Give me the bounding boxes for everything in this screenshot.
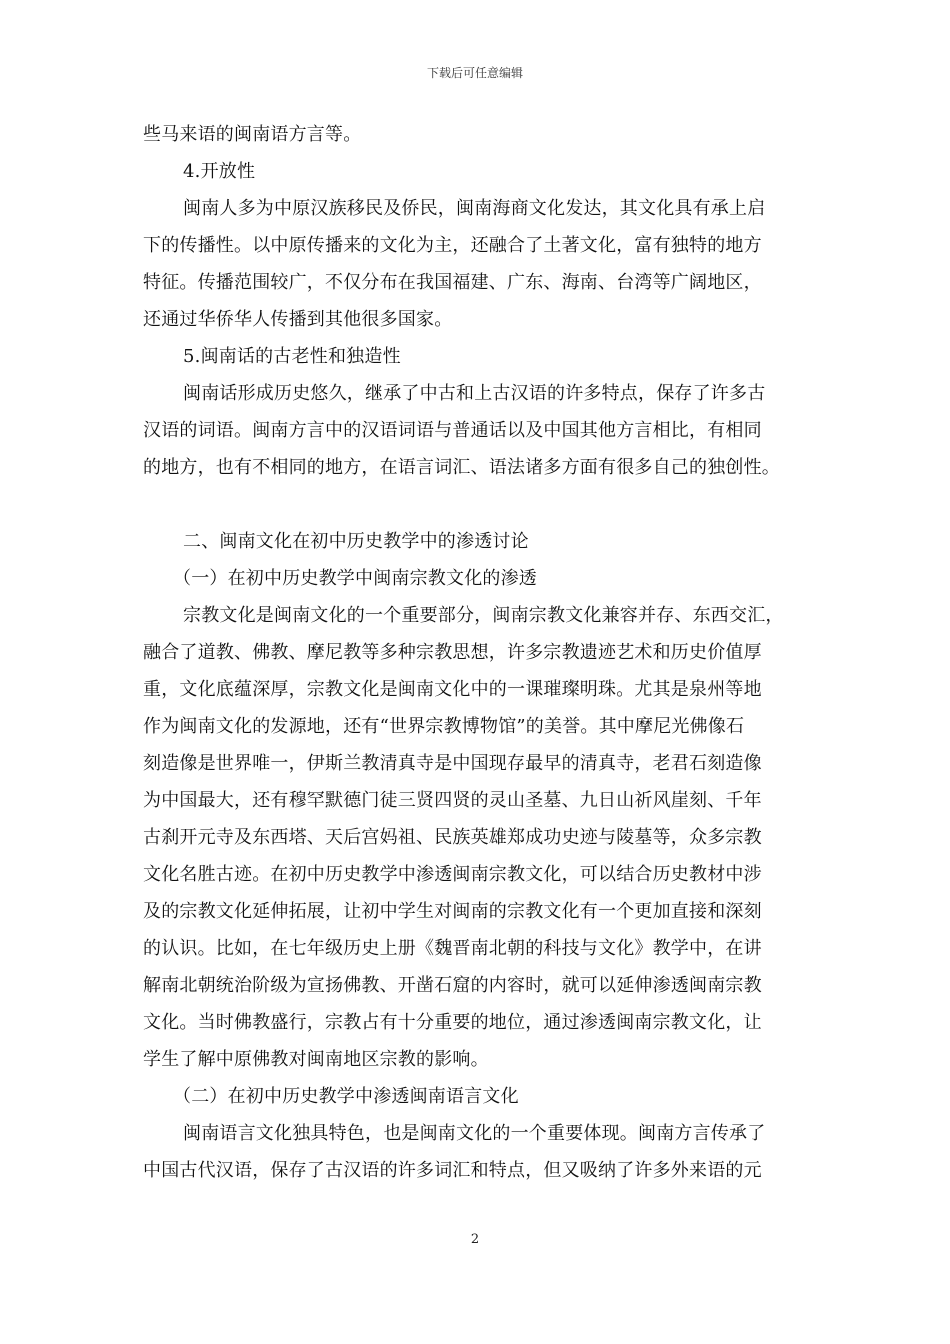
paragraph-line: 闽南语言文化独具特色，也是闽南文化的一个重要体现。闽南方言传承了 [183,1123,766,1144]
paragraph-line: 中国古代汉语，保存了古汉语的许多词汇和特点，但又吸纳了许多外来语的元 [143,1160,762,1181]
paragraph-line: 学生了解中原佛教对闽南地区宗教的影响。 [143,1049,489,1070]
paragraph-line: 下的传播性。以中原传播来的文化为主，还融合了土著文化，富有独特的地方 [143,235,762,256]
paragraph-line: 汉语的词语。闽南方言中的汉语词语与普通话以及中国其他方言相比，有相同 [143,420,762,441]
paragraph-line: 闽南话形成历史悠久，继承了中古和上古汉语的许多特点，保存了许多古 [183,383,766,404]
paragraph-line: 融合了道教、佛教、摩尼教等多种宗教思想，许多宗教遗迹艺术和历史价值厚 [143,642,762,663]
paragraph-line: 文化。当时佛教盛行，宗教占有十分重要的地位，通过渗透闽南宗教文化，让 [143,1012,762,1033]
paragraph-line: 的认识。比如，在七年级历史上册《魏晋南北朝的科技与文化》教学中，在讲 [143,938,762,959]
paragraph-line: 宗教文化是闽南文化的一个重要部分，闽南宗教文化兼容并存、东西交汇， [183,605,784,626]
paragraph-line: 特征。传播范围较广，不仅分布在我国福建、广东、海南、台湾等广阔地区， [143,272,762,293]
paragraph-line: 古刹开元寺及东西塔、天后宫妈祖、民族英雄郑成功史迹与陵墓等，众多宗教 [143,827,762,848]
paragraph-line: 作为闽南文化的发源地，还有“世界宗教博物馆”的美誉。其中摩尼光佛像石 [143,716,745,737]
chapter-heading: 二、闽南文化在初中历史教学中的渗透讨论 [183,531,529,552]
paragraph-gap [143,486,815,523]
paragraph-line: 文化名胜古迹。在初中历史教学中渗透闽南宗教文化，可以结合历史教材中涉 [143,864,762,885]
paragraph-line: 解南北朝统治阶级为宣扬佛教、开凿石窟的内容时，就可以延伸渗透闽南宗教 [143,975,762,996]
section-heading-antiquity: 5.闽南话的古老性和独造性 [183,346,401,367]
subsection-heading-language: （二）在初中历史教学中渗透闽南语言文化 [173,1086,519,1107]
paragraph-line: 些马来语的闽南语方言等。 [143,124,362,145]
page-header: 下载后可任意编辑 [426,66,523,80]
paragraph-line: 的地方，也有不相同的地方，在语言词汇、语法诸多方面有很多自己的独创性。 [143,457,780,478]
page-number: 2 [470,1232,480,1247]
document-body [143,116,815,1189]
section-heading-openness: 4.开放性 [183,161,256,182]
paragraph-line: 为中国最大，还有穆罕默德门徒三贤四贤的灵山圣墓、九日山祈风崖刻、千年 [143,790,762,811]
paragraph-line: 及的宗教文化延伸拓展，让初中学生对闽南的宗教文化有一个更加直接和深刻 [143,901,762,922]
paragraph-line: 重，文化底蕴深厚，宗教文化是闽南文化中的一课璀璨明珠。尤其是泉州等地 [143,679,762,700]
paragraph-line: 闽南人多为中原汉族移民及侨民，闽南海商文化发达，其文化具有承上启 [183,198,766,219]
paragraph-line: 刻造像是世界唯一，伊斯兰教清真寺是中国现存最早的清真寺，老君石刻造像 [143,753,762,774]
paragraph-line: 还通过华侨华人传播到其他很多国家。 [143,309,453,330]
subsection-heading-religion: （一）在初中历史教学中闽南宗教文化的渗透 [173,568,537,589]
